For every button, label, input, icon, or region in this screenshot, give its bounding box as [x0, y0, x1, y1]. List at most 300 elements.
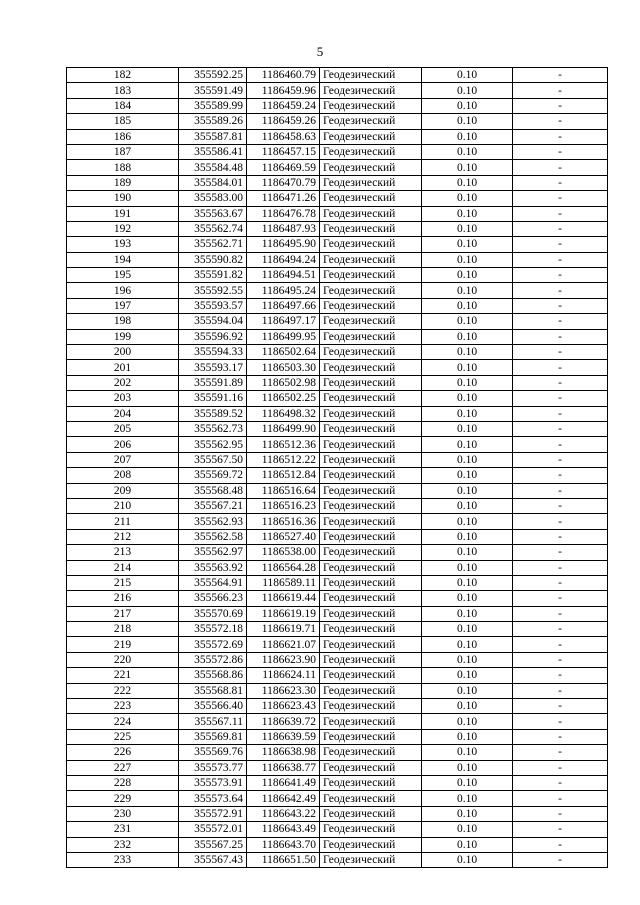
- table-row: [67, 345, 608, 360]
- point-number-cell: 226: [67, 745, 179, 760]
- point-number-cell: 233: [67, 852, 179, 867]
- accuracy-cell: 0.10: [422, 129, 513, 144]
- method-cell: Геодезический: [320, 114, 422, 129]
- accuracy-cell: 0.10: [422, 591, 513, 606]
- note-cell: -: [513, 437, 608, 452]
- method-cell: Геодезический: [320, 221, 422, 236]
- table-row: [67, 683, 608, 698]
- table-row: [67, 760, 608, 775]
- accuracy-cell: 0.10: [422, 529, 513, 544]
- method-cell: Геодезический: [320, 837, 422, 852]
- method-cell: Геодезический: [320, 637, 422, 652]
- x-coordinate-cell: 355573.77: [179, 760, 247, 775]
- table-row: [67, 406, 608, 421]
- note-cell: -: [513, 483, 608, 498]
- accuracy-cell: 0.10: [422, 729, 513, 744]
- x-coordinate-cell: 355572.01: [179, 822, 247, 837]
- table-row: [67, 729, 608, 744]
- method-cell: Геодезический: [320, 252, 422, 267]
- note-cell: -: [513, 283, 608, 298]
- x-coordinate-cell: 355563.67: [179, 206, 247, 221]
- accuracy-cell: 0.10: [422, 360, 513, 375]
- y-coordinate-cell: 1186639.59: [247, 729, 320, 744]
- y-coordinate-cell: 1186619.71: [247, 622, 320, 637]
- y-coordinate-cell: 1186619.19: [247, 606, 320, 621]
- method-cell: Геодезический: [320, 206, 422, 221]
- note-cell: -: [513, 822, 608, 837]
- x-coordinate-cell: 355589.52: [179, 406, 247, 421]
- table-row: [67, 452, 608, 467]
- x-coordinate-cell: 355596.92: [179, 329, 247, 344]
- table-row: [67, 252, 608, 267]
- y-coordinate-cell: 1186497.66: [247, 298, 320, 313]
- table-row: [67, 129, 608, 144]
- point-number-cell: 218: [67, 622, 179, 637]
- note-cell: -: [513, 806, 608, 821]
- x-coordinate-cell: 355593.57: [179, 298, 247, 313]
- table-row: [67, 668, 608, 683]
- y-coordinate-cell: 1186512.84: [247, 468, 320, 483]
- accuracy-cell: 0.10: [422, 575, 513, 590]
- y-coordinate-cell: 1186495.24: [247, 283, 320, 298]
- point-number-cell: 224: [67, 714, 179, 729]
- y-coordinate-cell: 1186619.44: [247, 591, 320, 606]
- note-cell: -: [513, 406, 608, 421]
- y-coordinate-cell: 1186651.50: [247, 852, 320, 867]
- y-coordinate-cell: 1186623.30: [247, 683, 320, 698]
- page-number: 5: [316, 44, 324, 59]
- accuracy-cell: 0.10: [422, 421, 513, 436]
- x-coordinate-cell: 355567.50: [179, 452, 247, 467]
- note-cell: -: [513, 545, 608, 560]
- accuracy-cell: 0.10: [422, 852, 513, 867]
- table-row: [67, 98, 608, 113]
- table-row: [67, 714, 608, 729]
- y-coordinate-cell: 1186502.64: [247, 345, 320, 360]
- point-number-cell: 195: [67, 268, 179, 283]
- note-cell: -: [513, 144, 608, 159]
- x-coordinate-cell: 355569.81: [179, 729, 247, 744]
- point-number-cell: 186: [67, 129, 179, 144]
- method-cell: Геодезический: [320, 191, 422, 206]
- point-number-cell: 203: [67, 391, 179, 406]
- x-coordinate-cell: 355569.72: [179, 468, 247, 483]
- point-number-cell: 201: [67, 360, 179, 375]
- method-cell: Геодезический: [320, 791, 422, 806]
- accuracy-cell: 0.10: [422, 498, 513, 513]
- accuracy-cell: 0.10: [422, 514, 513, 529]
- point-number-cell: 197: [67, 298, 179, 313]
- note-cell: -: [513, 68, 608, 83]
- note-cell: -: [513, 329, 608, 344]
- x-coordinate-cell: 355594.04: [179, 314, 247, 329]
- y-coordinate-cell: 1186516.23: [247, 498, 320, 513]
- method-cell: Геодезический: [320, 329, 422, 344]
- point-number-cell: 198: [67, 314, 179, 329]
- accuracy-cell: 0.10: [422, 68, 513, 83]
- method-cell: Геодезический: [320, 160, 422, 175]
- table-row: [67, 545, 608, 560]
- table-row: [67, 360, 608, 375]
- note-cell: -: [513, 529, 608, 544]
- x-coordinate-cell: 355591.89: [179, 375, 247, 390]
- point-number-cell: 231: [67, 822, 179, 837]
- accuracy-cell: 0.10: [422, 668, 513, 683]
- accuracy-cell: 0.10: [422, 452, 513, 467]
- y-coordinate-cell: 1186499.95: [247, 329, 320, 344]
- table-row: [67, 745, 608, 760]
- note-cell: -: [513, 452, 608, 467]
- note-cell: -: [513, 375, 608, 390]
- note-cell: -: [513, 468, 608, 483]
- x-coordinate-cell: 355562.71: [179, 237, 247, 252]
- point-number-cell: 192: [67, 221, 179, 236]
- accuracy-cell: 0.10: [422, 822, 513, 837]
- note-cell: -: [513, 129, 608, 144]
- x-coordinate-cell: 355570.69: [179, 606, 247, 621]
- y-coordinate-cell: 1186641.49: [247, 775, 320, 790]
- point-number-cell: 222: [67, 683, 179, 698]
- accuracy-cell: 0.10: [422, 806, 513, 821]
- accuracy-cell: 0.10: [422, 83, 513, 98]
- y-coordinate-cell: 1186512.36: [247, 437, 320, 452]
- note-cell: -: [513, 237, 608, 252]
- method-cell: Геодезический: [320, 652, 422, 667]
- point-number-cell: 223: [67, 699, 179, 714]
- point-number-cell: 190: [67, 191, 179, 206]
- x-coordinate-cell: 355572.69: [179, 637, 247, 652]
- point-number-cell: 191: [67, 206, 179, 221]
- method-cell: Геодезический: [320, 144, 422, 159]
- table-row: [67, 837, 608, 852]
- method-cell: Геодезический: [320, 529, 422, 544]
- accuracy-cell: 0.10: [422, 406, 513, 421]
- method-cell: Геодезический: [320, 283, 422, 298]
- note-cell: -: [513, 391, 608, 406]
- note-cell: -: [513, 206, 608, 221]
- table-row: [67, 437, 608, 452]
- method-cell: Геодезический: [320, 775, 422, 790]
- point-number-cell: 194: [67, 252, 179, 267]
- y-coordinate-cell: 1186470.79: [247, 175, 320, 190]
- method-cell: Геодезический: [320, 852, 422, 867]
- note-cell: -: [513, 345, 608, 360]
- table-row: [67, 652, 608, 667]
- point-number-cell: 229: [67, 791, 179, 806]
- method-cell: Геодезический: [320, 406, 422, 421]
- point-number-cell: 211: [67, 514, 179, 529]
- accuracy-cell: 0.10: [422, 206, 513, 221]
- point-number-cell: 216: [67, 591, 179, 606]
- table-row: [67, 144, 608, 159]
- accuracy-cell: 0.10: [422, 745, 513, 760]
- y-coordinate-cell: 1186623.43: [247, 699, 320, 714]
- note-cell: -: [513, 729, 608, 744]
- table-row: [67, 468, 608, 483]
- x-coordinate-cell: 355562.73: [179, 421, 247, 436]
- y-coordinate-cell: 1186487.93: [247, 221, 320, 236]
- point-number-cell: 183: [67, 83, 179, 98]
- accuracy-cell: 0.10: [422, 268, 513, 283]
- point-number-cell: 210: [67, 498, 179, 513]
- accuracy-cell: 0.10: [422, 175, 513, 190]
- x-coordinate-cell: 355562.93: [179, 514, 247, 529]
- point-number-cell: 228: [67, 775, 179, 790]
- note-cell: -: [513, 114, 608, 129]
- y-coordinate-cell: 1186494.24: [247, 252, 320, 267]
- table-row: [67, 529, 608, 544]
- y-coordinate-cell: 1186494.51: [247, 268, 320, 283]
- note-cell: -: [513, 98, 608, 113]
- accuracy-cell: 0.10: [422, 683, 513, 698]
- x-coordinate-cell: 355568.48: [179, 483, 247, 498]
- note-cell: -: [513, 714, 608, 729]
- point-number-cell: 202: [67, 375, 179, 390]
- point-number-cell: 215: [67, 575, 179, 590]
- method-cell: Геодезический: [320, 498, 422, 513]
- accuracy-cell: 0.10: [422, 375, 513, 390]
- accuracy-cell: 0.10: [422, 314, 513, 329]
- accuracy-cell: 0.10: [422, 545, 513, 560]
- x-coordinate-cell: 355590.82: [179, 252, 247, 267]
- table-row: [67, 606, 608, 621]
- x-coordinate-cell: 355573.91: [179, 775, 247, 790]
- point-number-cell: 196: [67, 283, 179, 298]
- method-cell: Геодезический: [320, 806, 422, 821]
- x-coordinate-cell: 355567.11: [179, 714, 247, 729]
- method-cell: Геодезический: [320, 714, 422, 729]
- y-coordinate-cell: 1186624.11: [247, 668, 320, 683]
- y-coordinate-cell: 1186497.17: [247, 314, 320, 329]
- x-coordinate-cell: 355568.81: [179, 683, 247, 698]
- method-cell: Геодезический: [320, 360, 422, 375]
- y-coordinate-cell: 1186638.77: [247, 760, 320, 775]
- accuracy-cell: 0.10: [422, 98, 513, 113]
- note-cell: -: [513, 668, 608, 683]
- table-row: [67, 329, 608, 344]
- table-row: [67, 298, 608, 313]
- x-coordinate-cell: 355594.33: [179, 345, 247, 360]
- note-cell: -: [513, 683, 608, 698]
- method-cell: Геодезический: [320, 83, 422, 98]
- x-coordinate-cell: 355584.48: [179, 160, 247, 175]
- x-coordinate-cell: 355591.49: [179, 83, 247, 98]
- y-coordinate-cell: 1186498.32: [247, 406, 320, 421]
- y-coordinate-cell: 1186495.90: [247, 237, 320, 252]
- accuracy-cell: 0.10: [422, 775, 513, 790]
- note-cell: -: [513, 652, 608, 667]
- y-coordinate-cell: 1186458.63: [247, 129, 320, 144]
- note-cell: -: [513, 514, 608, 529]
- accuracy-cell: 0.10: [422, 652, 513, 667]
- x-coordinate-cell: 355566.23: [179, 591, 247, 606]
- y-coordinate-cell: 1186623.90: [247, 652, 320, 667]
- y-coordinate-cell: 1186643.70: [247, 837, 320, 852]
- method-cell: Геодезический: [320, 729, 422, 744]
- accuracy-cell: 0.10: [422, 714, 513, 729]
- point-number-cell: 225: [67, 729, 179, 744]
- method-cell: Геодезический: [320, 68, 422, 83]
- x-coordinate-cell: 355569.76: [179, 745, 247, 760]
- point-number-cell: 221: [67, 668, 179, 683]
- accuracy-cell: 0.10: [422, 560, 513, 575]
- table-row: [67, 375, 608, 390]
- x-coordinate-cell: 355567.43: [179, 852, 247, 867]
- accuracy-cell: 0.10: [422, 283, 513, 298]
- y-coordinate-cell: 1186638.98: [247, 745, 320, 760]
- accuracy-cell: 0.10: [422, 252, 513, 267]
- accuracy-cell: 0.10: [422, 699, 513, 714]
- y-coordinate-cell: 1186516.36: [247, 514, 320, 529]
- y-coordinate-cell: 1186460.79: [247, 68, 320, 83]
- method-cell: Геодезический: [320, 606, 422, 621]
- table-row: [67, 160, 608, 175]
- note-cell: -: [513, 852, 608, 867]
- table-row: [67, 283, 608, 298]
- table-row: [67, 560, 608, 575]
- y-coordinate-cell: 1186643.22: [247, 806, 320, 821]
- note-cell: -: [513, 560, 608, 575]
- method-cell: Геодезический: [320, 591, 422, 606]
- note-cell: -: [513, 360, 608, 375]
- y-coordinate-cell: 1186512.22: [247, 452, 320, 467]
- table-row: [67, 268, 608, 283]
- table-row: [67, 237, 608, 252]
- method-cell: Геодезический: [320, 391, 422, 406]
- x-coordinate-cell: 355573.64: [179, 791, 247, 806]
- method-cell: Геодезический: [320, 298, 422, 313]
- x-coordinate-cell: 355572.86: [179, 652, 247, 667]
- point-number-cell: 213: [67, 545, 179, 560]
- y-coordinate-cell: 1186643.49: [247, 822, 320, 837]
- method-cell: Геодезический: [320, 129, 422, 144]
- table-row: [67, 191, 608, 206]
- point-number-cell: 182: [67, 68, 179, 83]
- note-cell: -: [513, 791, 608, 806]
- method-cell: Геодезический: [320, 98, 422, 113]
- note-cell: -: [513, 745, 608, 760]
- table-row: [67, 591, 608, 606]
- accuracy-cell: 0.10: [422, 760, 513, 775]
- accuracy-cell: 0.10: [422, 221, 513, 236]
- x-coordinate-cell: 355591.16: [179, 391, 247, 406]
- y-coordinate-cell: 1186621.07: [247, 637, 320, 652]
- method-cell: Геодезический: [320, 683, 422, 698]
- method-cell: Геодезический: [320, 575, 422, 590]
- table-row: [67, 575, 608, 590]
- table-row: [67, 791, 608, 806]
- point-number-cell: 204: [67, 406, 179, 421]
- y-coordinate-cell: 1186459.26: [247, 114, 320, 129]
- x-coordinate-cell: 355584.01: [179, 175, 247, 190]
- method-cell: Геодезический: [320, 345, 422, 360]
- table-row: [67, 822, 608, 837]
- point-number-cell: 189: [67, 175, 179, 190]
- point-number-cell: 205: [67, 421, 179, 436]
- method-cell: Геодезический: [320, 560, 422, 575]
- point-number-cell: 232: [67, 837, 179, 852]
- point-number-cell: 206: [67, 437, 179, 452]
- point-number-cell: 188: [67, 160, 179, 175]
- note-cell: -: [513, 760, 608, 775]
- table-row: [67, 421, 608, 436]
- point-number-cell: 227: [67, 760, 179, 775]
- accuracy-cell: 0.10: [422, 237, 513, 252]
- table-row: [67, 498, 608, 513]
- x-coordinate-cell: 355572.18: [179, 622, 247, 637]
- note-cell: -: [513, 83, 608, 98]
- x-coordinate-cell: 355589.99: [179, 98, 247, 113]
- point-number-cell: 214: [67, 560, 179, 575]
- accuracy-cell: 0.10: [422, 391, 513, 406]
- y-coordinate-cell: 1186459.24: [247, 98, 320, 113]
- note-cell: -: [513, 298, 608, 313]
- point-number-cell: 230: [67, 806, 179, 821]
- point-number-cell: 200: [67, 345, 179, 360]
- table-row: [67, 206, 608, 221]
- method-cell: Геодезический: [320, 437, 422, 452]
- y-coordinate-cell: 1186502.25: [247, 391, 320, 406]
- note-cell: -: [513, 314, 608, 329]
- point-number-cell: 184: [67, 98, 179, 113]
- x-coordinate-cell: 355562.58: [179, 529, 247, 544]
- accuracy-cell: 0.10: [422, 637, 513, 652]
- y-coordinate-cell: 1186502.98: [247, 375, 320, 390]
- note-cell: -: [513, 498, 608, 513]
- note-cell: -: [513, 191, 608, 206]
- x-coordinate-cell: 355587.81: [179, 129, 247, 144]
- x-coordinate-cell: 355563.92: [179, 560, 247, 575]
- point-number-cell: 207: [67, 452, 179, 467]
- y-coordinate-cell: 1186639.72: [247, 714, 320, 729]
- accuracy-cell: 0.10: [422, 345, 513, 360]
- point-number-cell: 193: [67, 237, 179, 252]
- table-row: [67, 83, 608, 98]
- x-coordinate-cell: 355586.41: [179, 144, 247, 159]
- method-cell: Геодезический: [320, 622, 422, 637]
- table-row: [67, 68, 608, 83]
- accuracy-cell: 0.10: [422, 160, 513, 175]
- accuracy-cell: 0.10: [422, 191, 513, 206]
- y-coordinate-cell: 1186459.96: [247, 83, 320, 98]
- coordinates-table-body: [67, 68, 608, 868]
- note-cell: -: [513, 421, 608, 436]
- table-row: [67, 622, 608, 637]
- method-cell: Геодезический: [320, 175, 422, 190]
- x-coordinate-cell: 355562.95: [179, 437, 247, 452]
- accuracy-cell: 0.10: [422, 622, 513, 637]
- method-cell: Геодезический: [320, 483, 422, 498]
- note-cell: -: [513, 606, 608, 621]
- method-cell: Геодезический: [320, 699, 422, 714]
- table-row: [67, 637, 608, 652]
- y-coordinate-cell: 1186471.26: [247, 191, 320, 206]
- y-coordinate-cell: 1186564.28: [247, 560, 320, 575]
- point-number-cell: 199: [67, 329, 179, 344]
- y-coordinate-cell: 1186527.40: [247, 529, 320, 544]
- y-coordinate-cell: 1186503.30: [247, 360, 320, 375]
- x-coordinate-cell: 355566.40: [179, 699, 247, 714]
- point-number-cell: 187: [67, 144, 179, 159]
- accuracy-cell: 0.10: [422, 437, 513, 452]
- table-row: [67, 806, 608, 821]
- note-cell: -: [513, 637, 608, 652]
- method-cell: Геодезический: [320, 375, 422, 390]
- accuracy-cell: 0.10: [422, 483, 513, 498]
- accuracy-cell: 0.10: [422, 298, 513, 313]
- x-coordinate-cell: 355593.17: [179, 360, 247, 375]
- x-coordinate-cell: 355564.91: [179, 575, 247, 590]
